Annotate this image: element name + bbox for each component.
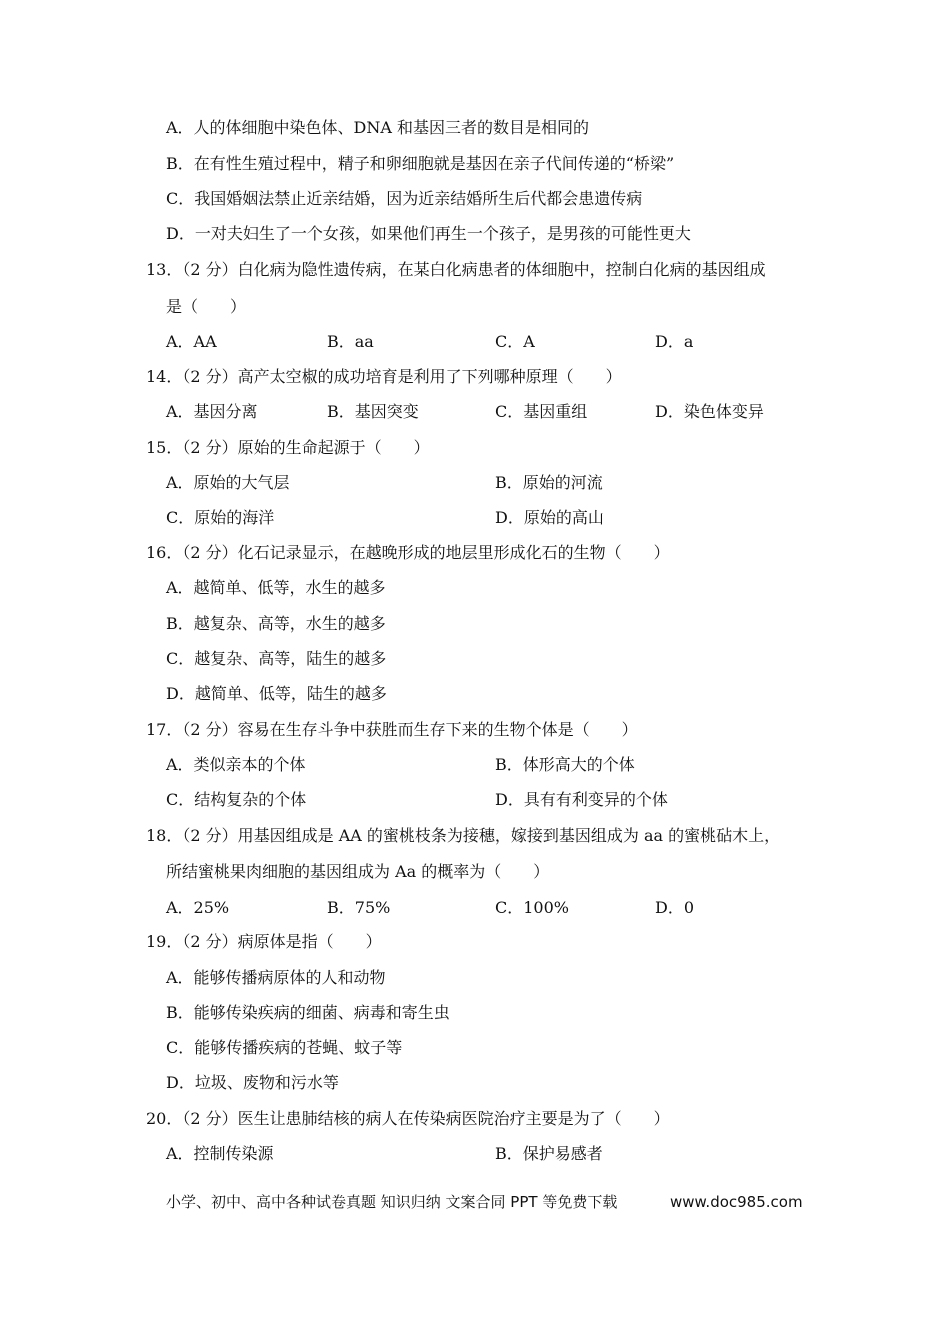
question-15-option-a: A．原始的大气层 — [166, 473, 290, 492]
question-15-option-d: D．原始的高山 — [495, 508, 604, 527]
footer-url-link[interactable]: www.doc985.com — [670, 1193, 803, 1211]
question-13-option-c: C．A — [495, 332, 535, 351]
question-18-option-c: C．100% — [495, 898, 569, 917]
question-17-option-c: C．结构复杂的个体 — [166, 790, 307, 809]
question-20-stem: 20．（2 分）医生让患肺结核的病人在传染病医院治疗主要是为了（ ） — [146, 1109, 670, 1128]
question-16-option-b: B．越复杂、高等，水生的越多 — [166, 614, 386, 633]
question-17-stem: 17．（2 分）容易在生存斗争中获胜而生存下来的生物个体是（ ） — [146, 720, 638, 739]
question-19-option-b: B．能够传染疾病的细菌、病毒和寄生虫 — [166, 1003, 450, 1022]
option-d: D．一对夫妇生了一个女孩，如果他们再生一个孩子，是男孩的可能性更大 — [166, 224, 691, 243]
question-17-option-b: B．体形高大的个体 — [495, 755, 635, 774]
question-19-option-c: C．能够传播疾病的苍蝇、蚊子等 — [166, 1038, 403, 1057]
question-18-option-a: A．25% — [166, 898, 230, 917]
option-b: B．在有性生殖过程中，精子和卵细胞就是基因在亲子代间传递的“桥梁” — [166, 154, 675, 173]
question-13-option-b: B．aa — [327, 332, 374, 351]
question-13-stem: 13．（2 分）白化病为隐性遗传病，在某白化病患者的体细胞中，控制白化病的基因组成 — [146, 260, 766, 279]
question-13-option-d: D．a — [655, 332, 694, 351]
question-13-option-a: A．AA — [166, 332, 217, 351]
question-17-option-d: D．具有有利变异的个体 — [495, 790, 668, 809]
question-14-option-c: C．基因重组 — [495, 402, 588, 421]
question-19-option-a: A．能够传播病原体的人和动物 — [166, 968, 386, 987]
question-15-option-b: B．原始的河流 — [495, 473, 603, 492]
question-16-option-d: D．越简单、低等，陆生的越多 — [166, 684, 387, 703]
question-17-option-a: A．类似亲本的个体 — [166, 755, 306, 774]
question-14-option-b: B．基因突变 — [327, 402, 419, 421]
question-16-option-a: A．越简单、低等，水生的越多 — [166, 578, 386, 597]
question-19-option-d: D．垃圾、废物和污水等 — [166, 1073, 339, 1092]
question-14-stem: 14．（2 分）高产太空椒的成功培育是利用了下列哪种原理（ ） — [146, 367, 622, 386]
question-15-option-c: C．原始的海洋 — [166, 508, 275, 527]
question-14-option-d: D．染色体变异 — [655, 402, 764, 421]
question-18-stem: 18．（2 分）用基因组成是 AA 的蜜桃枝条为接穗，嫁接到基因组成为 aa 的蜜桃砧木上， — [146, 826, 781, 845]
question-16-option-c: C．越复杂、高等，陆生的越多 — [166, 649, 387, 668]
question-18-option-b: B．75% — [327, 898, 391, 917]
question-18-stem-cont: 所结蜜桃果肉细胞的基因组成为 Aa 的概率为（ ） — [166, 862, 550, 881]
question-15-stem: 15．（2 分）原始的生命起源于（ ） — [146, 438, 430, 457]
question-16-stem: 16．（2 分）化石记录显示，在越晚形成的地层里形成化石的生物（ ） — [146, 543, 670, 562]
question-18-option-d: D．0 — [655, 898, 695, 917]
question-14-option-a: A．基因分离 — [166, 402, 258, 421]
footer-promo-text: 小学、初中、高中各种试卷真题 知识归纳 文案合同 PPT 等免费下载 — [166, 1193, 618, 1211]
option-a: A．人的体细胞中染色体、DNA 和基因三者的数目是相同的 — [166, 118, 590, 137]
question-20-option-b: B．保护易感者 — [495, 1144, 603, 1163]
question-20-option-a: A．控制传染源 — [166, 1144, 274, 1163]
option-c: C．我国婚姻法禁止近亲结婚，因为近亲结婚所生后代都会患遗传病 — [166, 189, 643, 208]
question-19-stem: 19．（2 分）病原体是指（ ） — [146, 932, 382, 951]
question-13-stem-cont: 是（ ） — [166, 297, 247, 316]
